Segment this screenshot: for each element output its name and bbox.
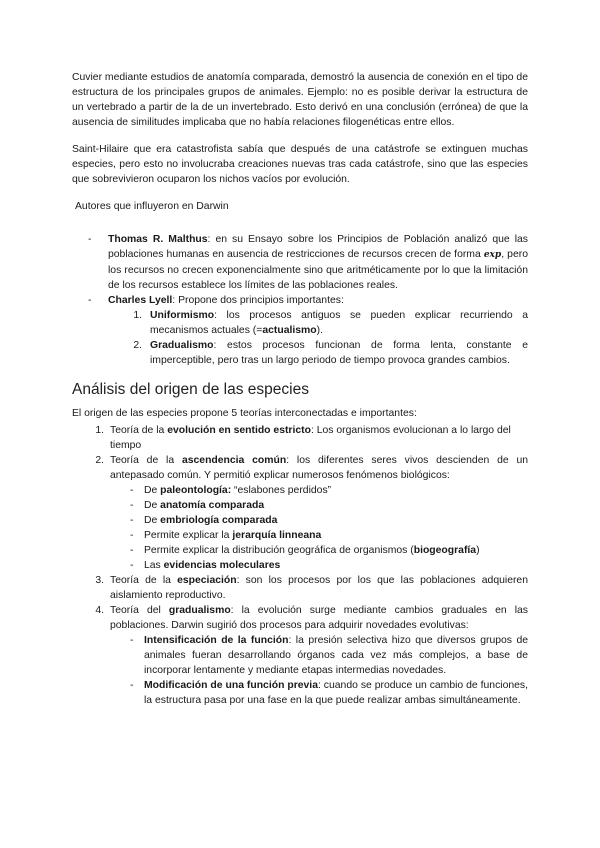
authors-list: [72, 232, 528, 308]
list-item: - Intensificación de la función: la presión selectiva hizo que diversos grupos de animales fueran desarrollando órganos cada vez más complejos, a base de incorporar lentamente y mediante etapas intermedias novedades.: [130, 635, 528, 676]
lyell-principles: [72, 308, 528, 368]
theories-list-continued: [72, 573, 528, 633]
authors-heading: Autores que influyeron en Darwin: [75, 201, 229, 212]
theory-3: 3. Teoría de la especiación: son los procesos por los que las poblaciones adquieren aislamiento reproductivo.: [95, 575, 528, 601]
list-dash: -: [88, 295, 92, 306]
list-item-gradualismo: 2. Gradualismo: estos procesos funcionan de forma lenta, constante e imperceptible, pero tras un largo periodo de tiempo provoca grandes cambios.: [133, 340, 528, 366]
list-item: - Las evidencias moleculares: [130, 560, 281, 571]
list-item: - Modificación de una función previa: cuando se produce un cambio de funciones, la estructura pasa por una fase en la que puede realizar ambas simultáneamente.: [130, 680, 528, 706]
list-item-uniformismo: 1. Uniformismo: los procesos antiguos se pueden explicar recurriendo a mecanismos actuales (=actualismo).: [133, 310, 528, 336]
malthus-name: Thomas R. Malthus: [108, 234, 208, 245]
list-item-lyell: - Charles Lyell: Propone dos principios importantes:: [72, 293, 528, 308]
theory-2: 2. Teoría de la ascendencia común: los diferentes seres vivos descienden de un antepasado común. Y permitió explicar numerosos fenómenos biológicos:: [95, 455, 529, 481]
theory-4-sublist: [72, 633, 528, 708]
list-item-malthus: - Thomas R. Malthus: en su Ensayo sobre los Principios de Población analizó que las poblaciones humanas en ausencia de restricciones de recursos crecen de forma exp, pero los recursos no crecen exponencialmente sino que aritméticamente por lo que la limitación de los recursos establece los límites de las poblaciones reales.: [72, 232, 528, 293]
lyell-name: Charles Lyell: [108, 295, 173, 306]
theory-1: 1. Teoría de la evolución en sentido estricto: Los organismos evolucionan a lo largo del tiempo: [95, 425, 511, 451]
list-item: - De embriología comparada: [130, 515, 278, 526]
list-dash: -: [88, 234, 92, 245]
list-item: - De anatomía comparada: [130, 500, 265, 511]
theory-2-sublist: [72, 483, 528, 573]
paragraph-cuvier: Cuvier mediante estudios de anatomía comparada, demostró la ausencia de conexión en el tipo de estructura de los principales grupos de animales. Ejemplo: no es posible derivar la estructura de un vertebrado a partir de la de un invertebrado. Esto derivó en una conclusión (errónea) de que la ausencia de similitudes implicaba que no había relaciones filogenéticas entre ellos.: [72, 72, 528, 128]
list-item: - De paleontología: “eslabones perdidos”: [130, 485, 332, 496]
paragraph-saint-hilaire: Saint-Hilaire que era catastrofista sabía que después de una catástrofe se extinguen muchas especies, pero esto no involucraba creaciones nuevas tras cada catástrofe, sino que las especies que sobrevivieron ocuparon los nichos vacíos por evolución.: [72, 144, 528, 185]
section-heading: Análisis del origen de las especies: [72, 381, 309, 398]
theory-4: 4. Teoría del gradualismo: la evolución surge mediante cambios graduales en las poblaciones. Darwin sugirió dos procesos para adquirir novedades evolutivas:: [95, 605, 528, 631]
list-item: - Permite explicar la distribución geográfica de organismos (biogeografía): [130, 545, 480, 556]
list-item: - Permite explicar la jerarquía linneana: [130, 530, 322, 541]
theories-list: [72, 423, 528, 483]
section-intro: El origen de las especies propone 5 teorías interconectadas e importantes:: [72, 408, 417, 419]
exp-formula: exp: [483, 250, 502, 260]
